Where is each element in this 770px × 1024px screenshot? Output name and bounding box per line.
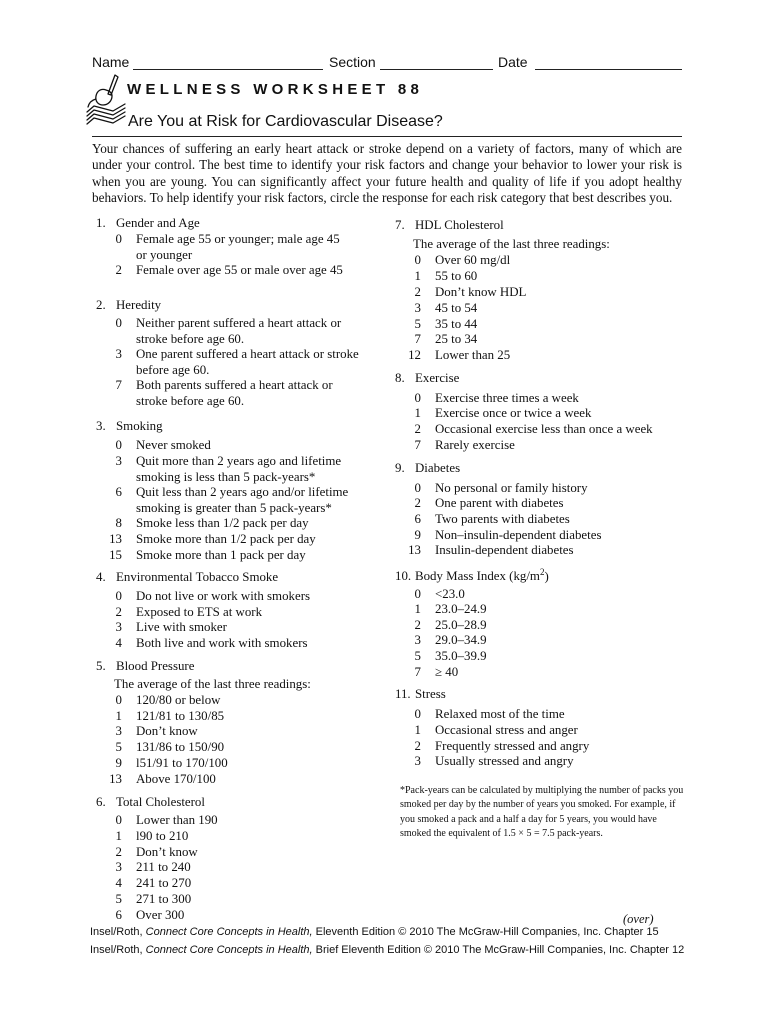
- option-score[interactable]: 1: [414, 602, 421, 616]
- option-score[interactable]: 1: [414, 406, 421, 420]
- section-title-superscript: 2: [539, 567, 545, 577]
- section-title: Gender and Age: [116, 216, 200, 230]
- option-text: Both parents suffered a heart attack or stroke before age 60.: [136, 378, 333, 408]
- section-heading: [395, 687, 446, 702]
- option-text: Quit more than 2 years ago and lifetime smoking is less than 5 pack-years*: [136, 454, 342, 484]
- option-text: Smoke less than 1/2 pack per day: [136, 516, 309, 530]
- option-text: Both live and work with smokers: [136, 636, 308, 650]
- option-score[interactable]: 13: [408, 543, 421, 557]
- option-text: Smoke more than 1 pack per day: [136, 548, 306, 562]
- section-field[interactable]: [380, 69, 493, 70]
- option-score[interactable]: 7: [414, 332, 421, 346]
- option-score[interactable]: 0: [115, 693, 122, 707]
- option-text: 29.0–34.9: [435, 633, 487, 647]
- section-number: 7.: [395, 218, 405, 232]
- option-score[interactable]: 7: [115, 378, 122, 392]
- section-number: 4.: [96, 570, 106, 584]
- option-text: Smoke more than 1/2 pack per day: [136, 532, 316, 546]
- section-heading: [395, 461, 460, 476]
- option-text: Female age 55 or younger; male age 45 or younger: [136, 232, 340, 262]
- section-title: Total Cholesterol: [116, 795, 205, 809]
- name-label: Name: [92, 54, 130, 70]
- section-title-end: ): [544, 569, 549, 584]
- option-score[interactable]: 0: [414, 707, 421, 721]
- option-score[interactable]: 6: [115, 908, 122, 922]
- section-title: Exercise: [415, 371, 460, 385]
- section-number: 10.: [395, 569, 412, 584]
- section-heading: [96, 298, 161, 313]
- option-score[interactable]: 3: [115, 724, 122, 738]
- section-number: 3.: [96, 419, 106, 433]
- option-text: 35.0–39.9: [435, 649, 487, 663]
- option-text: Relaxed most of the time: [435, 707, 565, 721]
- option-text: Rarely exercise: [435, 438, 515, 452]
- section-title: Body Mass Index (kg/m: [415, 569, 540, 584]
- section-title: HDL Cholesterol: [415, 218, 504, 232]
- option-score[interactable]: 3: [414, 633, 421, 647]
- option-score[interactable]: 7: [414, 665, 421, 679]
- section-heading: [96, 216, 200, 231]
- option-score[interactable]: 0: [115, 316, 122, 330]
- option-text: 120/80 or below: [136, 693, 221, 707]
- section-heading: [395, 218, 504, 233]
- option-text: Exposed to ETS at work: [136, 605, 263, 619]
- option-text: Exercise once or twice a week: [435, 406, 592, 420]
- option-score[interactable]: 2: [115, 605, 122, 619]
- option-score[interactable]: 2: [414, 739, 421, 753]
- option-text: One parent suffered a heart attack or stroke before age 60.: [136, 347, 359, 377]
- option-text: Never smoked: [136, 438, 211, 452]
- option-score[interactable]: 4: [115, 636, 122, 650]
- option-score[interactable]: 2: [115, 845, 122, 859]
- option-score[interactable]: 9: [115, 756, 122, 770]
- option-text: 23.0–24.9: [435, 602, 487, 616]
- option-text: 121/81 to 130/85: [136, 709, 225, 723]
- option-text: <23.0: [435, 587, 465, 601]
- option-text: 131/86 to 150/90: [136, 740, 225, 754]
- option-text: Don’t know: [136, 845, 198, 859]
- section-heading: [96, 659, 194, 674]
- option-text: Insulin-dependent diabetes: [435, 543, 574, 557]
- option-text: Neither parent suffered a heart attack or stroke before age 60.: [136, 316, 342, 346]
- option-text: Usually stressed and angry: [435, 754, 574, 768]
- option-score[interactable]: 12: [408, 348, 421, 362]
- option-text: Non–insulin-dependent diabetes: [435, 528, 602, 542]
- credit-edition: Brief Eleventh Edition © 2010 The McGraw-Hill Companies, Inc. Chapter 12: [312, 944, 685, 956]
- option-text: Over 60 mg/dl: [435, 253, 511, 267]
- option-score[interactable]: 2: [115, 263, 122, 277]
- option-score[interactable]: 5: [115, 740, 122, 754]
- section-number: 8.: [395, 371, 405, 385]
- option-score[interactable]: 0: [414, 391, 421, 405]
- section-number: 6.: [96, 795, 106, 809]
- option-text: 211 to 240: [136, 860, 191, 874]
- option-score[interactable]: 1: [115, 709, 122, 723]
- over-note: (over): [623, 912, 654, 926]
- option-score[interactable]: 3: [115, 860, 122, 874]
- title-divider: [92, 136, 682, 137]
- option-score[interactable]: 3: [115, 347, 122, 361]
- option-text: Above 170/100: [136, 772, 216, 786]
- name-section-date-bar: [92, 54, 682, 74]
- option-text: l90 to 210: [136, 829, 189, 843]
- option-text: No personal or family history: [435, 481, 588, 495]
- credit-book-title: Connect Core Concepts in Health,: [145, 944, 313, 956]
- option-text: Don’t know HDL: [435, 285, 527, 299]
- credit-author: Insel/Roth,: [90, 926, 146, 938]
- section-number: 2.: [96, 298, 106, 312]
- option-score[interactable]: 2: [414, 618, 421, 632]
- hand-with-pen-icon: [84, 72, 128, 132]
- option-score[interactable]: 3: [414, 754, 421, 768]
- option-score[interactable]: 9: [414, 528, 421, 542]
- option-text: Don’t know: [136, 724, 198, 738]
- section-number: 1.: [96, 216, 106, 230]
- option-score[interactable]: 0: [115, 232, 122, 246]
- option-text: Lower than 190: [136, 813, 218, 827]
- option-score[interactable]: 2: [414, 422, 421, 436]
- option-score[interactable]: 5: [414, 649, 421, 663]
- option-score[interactable]: 6: [115, 485, 122, 499]
- section-label: Section: [329, 54, 376, 70]
- option-score[interactable]: 1: [414, 269, 421, 283]
- option-score[interactable]: 13: [109, 532, 122, 546]
- credit-line-2: [90, 944, 684, 956]
- section-heading: [395, 371, 459, 386]
- section-number: 5.: [96, 659, 106, 673]
- credit-line-1: [90, 926, 659, 938]
- option-text: 271 to 300: [136, 892, 192, 906]
- option-text: Two parents with diabetes: [435, 512, 570, 526]
- name-field[interactable]: [133, 69, 323, 70]
- worksheet-title: WELLNESS WORKSHEET 88: [127, 81, 424, 98]
- option-text: Female over age 55 or male over age 45: [136, 263, 343, 277]
- option-score[interactable]: 8: [115, 516, 122, 530]
- option-score[interactable]: 3: [115, 620, 122, 634]
- option-text: Lower than 25: [435, 348, 511, 362]
- option-text: Occasional exercise less than once a week: [435, 422, 653, 436]
- option-text: l51/91 to 170/100: [136, 756, 228, 770]
- option-text: Live with smoker: [136, 620, 227, 634]
- option-text: Over 300: [136, 908, 185, 922]
- option-score[interactable]: 3: [115, 454, 122, 468]
- option-score[interactable]: 13: [109, 772, 122, 786]
- option-score[interactable]: 2: [414, 285, 421, 299]
- option-score[interactable]: 15: [109, 548, 122, 562]
- option-score[interactable]: 3: [414, 301, 421, 315]
- option-text: Occasional stress and anger: [435, 723, 578, 737]
- pack-years-footnote: *Pack-years can be calculated by multiplying the number of packs you smoked per day by the number of years you smoked. For example, if you smoked a pack and a half a day for 5 years, you would have smoked the equivalent of 1.5 × 5 = 7.5 pack-years.: [400, 785, 684, 839]
- section-title: Blood Pressure: [116, 659, 195, 673]
- option-score[interactable]: 5: [115, 892, 122, 906]
- option-text: 45 to 54: [435, 301, 478, 315]
- section-description: The average of the last three readings:: [413, 237, 610, 251]
- option-score[interactable]: 6: [414, 512, 421, 526]
- section-description: The average of the last three readings:: [114, 677, 311, 691]
- section-heading: [96, 570, 278, 585]
- option-score[interactable]: 0: [414, 587, 421, 601]
- option-score[interactable]: 2: [414, 496, 421, 510]
- page-title: Are You at Risk for Cardiovascular Disease?: [128, 113, 443, 130]
- option-score[interactable]: 5: [414, 317, 421, 331]
- option-text: One parent with diabetes: [435, 496, 564, 510]
- option-score[interactable]: 1: [414, 723, 421, 737]
- section-title: Smoking: [116, 419, 163, 433]
- section-title: Environmental Tobacco Smoke: [116, 570, 279, 584]
- section-number: 11.: [395, 687, 411, 701]
- option-text: Quit less than 2 years ago and/or lifetime smoking is greater than 5 pack-years*: [136, 485, 349, 515]
- option-score[interactable]: 0: [414, 481, 421, 495]
- option-text: Exercise three times a week: [435, 391, 579, 405]
- option-text: 35 to 44: [435, 317, 478, 331]
- option-text: ≥ 40: [435, 665, 459, 679]
- option-text: 241 to 270: [136, 876, 192, 890]
- date-field[interactable]: [535, 69, 682, 70]
- section-title: Diabetes: [415, 461, 461, 475]
- section-heading: [96, 795, 205, 810]
- option-score[interactable]: 1: [115, 829, 122, 843]
- section-title: Heredity: [116, 298, 162, 312]
- option-text: Frequently stressed and angry: [435, 739, 590, 753]
- section-heading: [395, 567, 549, 584]
- option-score[interactable]: 4: [115, 876, 122, 890]
- section-heading: [96, 419, 163, 434]
- credit-book-title: Connect Core Concepts in Health,: [145, 926, 313, 938]
- option-text: Do not live or work with smokers: [136, 589, 311, 603]
- option-score[interactable]: 0: [414, 253, 421, 267]
- section-title: Stress: [415, 687, 446, 701]
- intro-paragraph: Your chances of suffering an early heart attack or stroke depend on a variety of factors, many of which are under your control. The best time to identify your risk factors and change your behavior to lower your risk is when you are young. You can significantly affect your future health and quality of life if you adopt healthy behaviors. To help identify your risk factors, circle the response for each risk category that best describes you.: [92, 141, 682, 205]
- section-number: 9.: [395, 461, 405, 475]
- option-text: 25 to 34: [435, 332, 478, 346]
- credit-edition: Eleventh Edition © 2010 The McGraw-Hill Companies, Inc. Chapter 15: [312, 926, 659, 938]
- option-score[interactable]: 0: [115, 438, 122, 452]
- option-score[interactable]: 0: [115, 589, 122, 603]
- option-text: 55 to 60: [435, 269, 478, 283]
- credit-author: Insel/Roth,: [90, 944, 146, 956]
- option-score[interactable]: 0: [115, 813, 122, 827]
- option-score[interactable]: 7: [414, 438, 421, 452]
- date-label: Date: [498, 54, 528, 70]
- option-text: 25.0–28.9: [435, 618, 487, 632]
